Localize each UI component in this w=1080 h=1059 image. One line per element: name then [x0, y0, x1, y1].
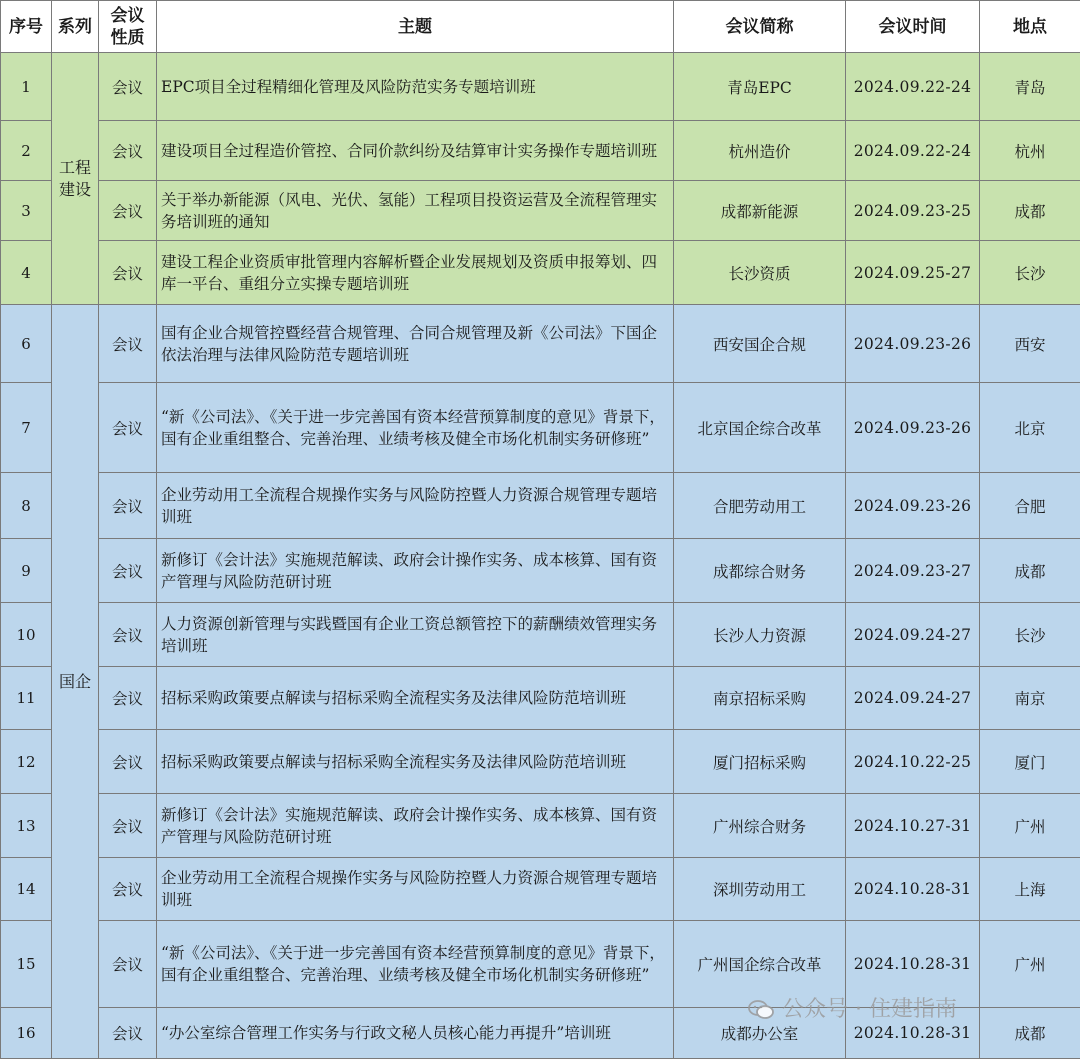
row-time: 2024.10.22-25: [846, 730, 980, 794]
row-index: 1: [1, 53, 52, 121]
watermark: [748, 992, 957, 1023]
row-time: 2024.10.28-31: [846, 1008, 980, 1059]
row-time: 2024.09.24-27: [846, 667, 980, 730]
row-index: 6: [1, 305, 52, 383]
row-nature: 会议: [99, 1008, 157, 1059]
row-index: 10: [1, 603, 52, 667]
row-abbr: 成都综合财务: [674, 539, 846, 603]
row-topic: “新《公司法》、《关于进一步完善国有资本经营预算制度的意见》背景下，国有企业重组整合、完善治理、业绩考核及健全市场化机制实务研修班”: [157, 921, 674, 1008]
row-nature: 会议: [99, 921, 157, 1008]
row-topic: 建设工程企业资质审批管理内容解析暨企业发展规划及资质申报筹划、四库一平台、重组分立实操专题培训班: [157, 241, 674, 305]
header-topic: 主题: [157, 1, 674, 53]
row-nature: 会议: [99, 241, 157, 305]
row-nature: 会议: [99, 730, 157, 794]
row-nature: 会议: [99, 305, 157, 383]
row-abbr: 成都办公室: [674, 1008, 846, 1059]
table-row: [1, 603, 1080, 667]
row-nature: 会议: [99, 383, 157, 473]
row-time: 2024.09.23-26: [846, 383, 980, 473]
row-nature: 会议: [99, 794, 157, 858]
row-place: 长沙: [980, 241, 1080, 305]
row-place: 上海: [980, 858, 1080, 921]
header-series: 系列: [52, 1, 99, 53]
table-row: [1, 181, 1080, 241]
row-abbr: 南京招标采购: [674, 667, 846, 730]
row-time: 2024.09.23-26: [846, 305, 980, 383]
row-place: 杭州: [980, 121, 1080, 181]
header-nature: 会议 性质: [99, 1, 157, 53]
wechat-icon: [748, 1000, 774, 1020]
row-index: 7: [1, 383, 52, 473]
row-place: 成都: [980, 181, 1080, 241]
row-index: 15: [1, 921, 52, 1008]
series-engineering: 工程 建设: [52, 53, 99, 305]
row-place: 成都: [980, 1008, 1080, 1059]
row-place: 广州: [980, 921, 1080, 1008]
row-time: 2024.09.23-25: [846, 181, 980, 241]
row-topic: 关于举办新能源（风电、光伏、氢能）工程项目投资运营及全流程管理实务培训班的通知: [157, 181, 674, 241]
row-topic: “新《公司法》、《关于进一步完善国有资本经营预算制度的意见》背景下，国有企业重组整合、完善治理、业绩考核及健全市场化机制实务研修班”: [157, 383, 674, 473]
header-index: 序号: [1, 1, 52, 53]
row-nature: 会议: [99, 181, 157, 241]
header-time: 会议时间: [846, 1, 980, 53]
table-row: [1, 383, 1080, 473]
row-nature: 会议: [99, 667, 157, 730]
row-topic: 企业劳动用工全流程合规操作实务与风险防控暨人力资源合规管理专题培训班: [157, 858, 674, 921]
row-index: 8: [1, 473, 52, 539]
row-abbr: 杭州造价: [674, 121, 846, 181]
row-abbr: 广州综合财务: [674, 794, 846, 858]
row-topic: 建设项目全过程造价管控、合同价款纠纷及结算审计实务操作专题培训班: [157, 121, 674, 181]
row-nature: 会议: [99, 858, 157, 921]
row-index: 16: [1, 1008, 52, 1059]
row-index: 9: [1, 539, 52, 603]
row-time: 2024.09.24-27: [846, 603, 980, 667]
header-place: 地点: [980, 1, 1080, 53]
row-index: 4: [1, 241, 52, 305]
row-topic: 新修订《会计法》实施规范解读、政府会计操作实务、成本核算、国有资产管理与风险防范研讨班: [157, 539, 674, 603]
row-abbr: 深圳劳动用工: [674, 858, 846, 921]
row-index: 11: [1, 667, 52, 730]
table-row: [1, 858, 1080, 921]
row-nature: 会议: [99, 53, 157, 121]
row-abbr: 广州国企综合改革: [674, 921, 846, 1008]
table-row: [1, 305, 1080, 383]
row-index: 3: [1, 181, 52, 241]
table-row: [1, 241, 1080, 305]
row-topic: EPC项目全过程精细化管理及风险防范实务专题培训班: [157, 53, 674, 121]
row-place: 北京: [980, 383, 1080, 473]
row-place: 青岛: [980, 53, 1080, 121]
row-topic: 国有企业合规管控暨经营合规管理、合同合规管理及新《公司法》下国企依法治理与法律风险防范专题培训班: [157, 305, 674, 383]
row-time: 2024.09.25-27: [846, 241, 980, 305]
series-soe: 国企: [52, 305, 99, 1059]
row-abbr: 长沙资质: [674, 241, 846, 305]
row-abbr: 成都新能源: [674, 181, 846, 241]
row-time: 2024.09.23-27: [846, 539, 980, 603]
row-nature: 会议: [99, 121, 157, 181]
row-time: 2024.10.27-31: [846, 794, 980, 858]
row-nature: 会议: [99, 473, 157, 539]
header-row: [1, 1, 1080, 53]
table-row: [1, 539, 1080, 603]
row-abbr: 青岛EPC: [674, 53, 846, 121]
row-abbr: 厦门招标采购: [674, 730, 846, 794]
table-row: [1, 730, 1080, 794]
row-time: 2024.10.28-31: [846, 921, 980, 1008]
row-index: 12: [1, 730, 52, 794]
table-row: [1, 473, 1080, 539]
row-time: 2024.09.22-24: [846, 121, 980, 181]
row-abbr: 合肥劳动用工: [674, 473, 846, 539]
row-time: 2024.09.23-26: [846, 473, 980, 539]
header-abbr: 会议简称: [674, 1, 846, 53]
row-place: 合肥: [980, 473, 1080, 539]
watermark-text: 公众号 · 住建指南: [782, 997, 957, 1022]
row-index: 14: [1, 858, 52, 921]
row-place: 西安: [980, 305, 1080, 383]
row-index: 13: [1, 794, 52, 858]
row-place: 成都: [980, 539, 1080, 603]
table-row: [1, 53, 1080, 121]
table-row: [1, 121, 1080, 181]
row-topic: 招标采购政策要点解读与招标采购全流程实务及法律风险防范培训班: [157, 730, 674, 794]
row-place: 广州: [980, 794, 1080, 858]
row-topic: “办公室综合管理工作实务与行政文秘人员核心能力再提升”培训班: [157, 1008, 674, 1059]
row-topic: 人力资源创新管理与实践暨国有企业工资总额管控下的薪酬绩效管理实务培训班: [157, 603, 674, 667]
row-abbr: 西安国企合规: [674, 305, 846, 383]
row-place: 南京: [980, 667, 1080, 730]
table-row: [1, 667, 1080, 730]
row-abbr: 长沙人力资源: [674, 603, 846, 667]
row-topic: 招标采购政策要点解读与招标采购全流程实务及法律风险防范培训班: [157, 667, 674, 730]
row-place: 厦门: [980, 730, 1080, 794]
row-place: 长沙: [980, 603, 1080, 667]
row-nature: 会议: [99, 539, 157, 603]
row-topic: 新修订《会计法》实施规范解读、政府会计操作实务、成本核算、国有资产管理与风险防范研讨班: [157, 794, 674, 858]
row-index: 2: [1, 121, 52, 181]
row-time: 2024.09.22-24: [846, 53, 980, 121]
row-nature: 会议: [99, 603, 157, 667]
row-abbr: 北京国企综合改革: [674, 383, 846, 473]
table-row: [1, 794, 1080, 858]
row-topic: 企业劳动用工全流程合规操作实务与风险防控暨人力资源合规管理专题培训班: [157, 473, 674, 539]
row-time: 2024.10.28-31: [846, 858, 980, 921]
